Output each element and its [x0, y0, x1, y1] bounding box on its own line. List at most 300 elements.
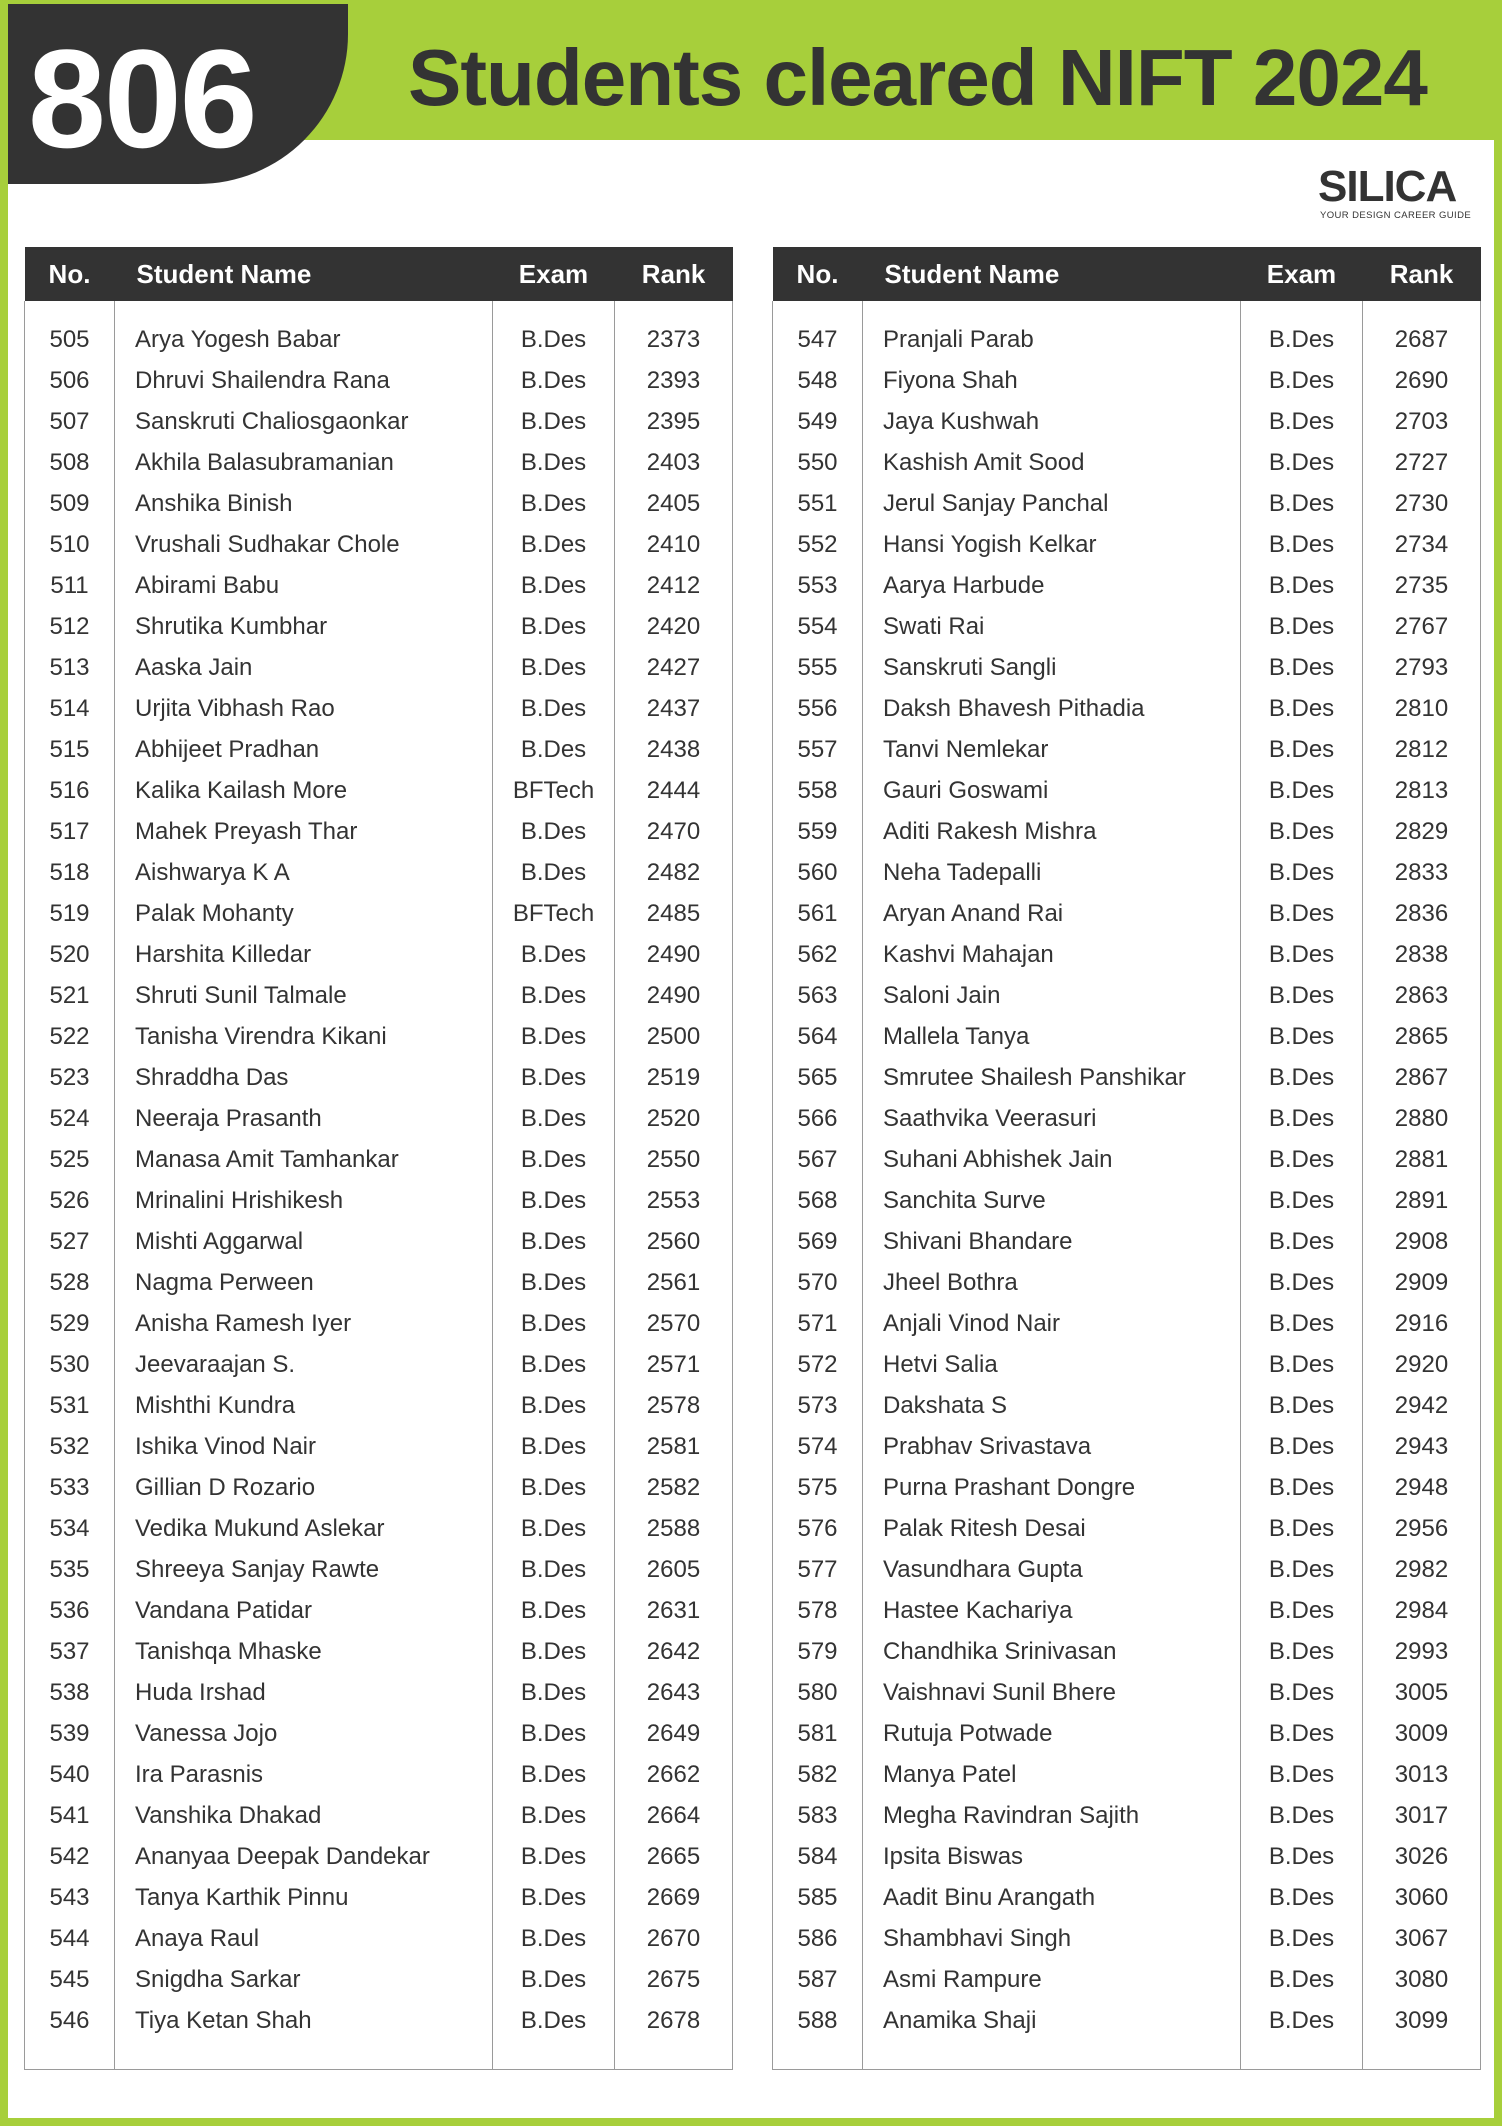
cell-exam: B.Des — [493, 1877, 615, 1918]
cell-no: 513 — [25, 647, 115, 688]
table-row — [773, 1549, 1481, 1590]
cell-rank: 2916 — [1363, 1303, 1481, 1344]
cell-rank: 2867 — [1363, 1057, 1481, 1098]
cell-no: 538 — [25, 1672, 115, 1713]
table-row — [773, 1508, 1481, 1549]
cell-student-name: Ira Parasnis — [115, 1754, 493, 1795]
cell-no: 528 — [25, 1262, 115, 1303]
cell-rank: 2500 — [615, 1016, 733, 1057]
cell-rank: 2727 — [1363, 442, 1481, 483]
cell-no: 575 — [773, 1467, 863, 1508]
column-header-no: No. — [25, 247, 115, 301]
cell-no: 576 — [773, 1508, 863, 1549]
cell-rank: 2560 — [615, 1221, 733, 1262]
cell-rank: 2642 — [615, 1631, 733, 1672]
cell-student-name: Jeevaraajan S. — [115, 1344, 493, 1385]
cell-student-name: Pranjali Parab — [863, 319, 1241, 360]
table-row — [773, 1344, 1481, 1385]
table-row — [773, 1918, 1481, 1959]
cell-exam: B.Des — [493, 1057, 615, 1098]
cell-no: 553 — [773, 565, 863, 606]
cell-no: 536 — [25, 1590, 115, 1631]
cell-student-name: Aadit Binu Arangath — [863, 1877, 1241, 1918]
cell-student-name: Huda Irshad — [115, 1672, 493, 1713]
cell-rank: 2664 — [615, 1795, 733, 1836]
column-header-name: Student Name — [115, 247, 493, 301]
table-row — [25, 1508, 733, 1549]
cell-no: 511 — [25, 565, 115, 606]
cell-student-name: Tanishqa Mhaske — [115, 1631, 493, 1672]
cell-rank: 2943 — [1363, 1426, 1481, 1467]
table-row — [773, 1385, 1481, 1426]
cell-student-name: Shruti Sunil Talmale — [115, 975, 493, 1016]
cell-student-name: Shreeya Sanjay Rawte — [115, 1549, 493, 1590]
table-row — [25, 1754, 733, 1795]
cell-no: 560 — [773, 852, 863, 893]
cell-no: 586 — [773, 1918, 863, 1959]
table-row — [25, 1057, 733, 1098]
cell-no: 519 — [25, 893, 115, 934]
cell-student-name: Aishwarya K A — [115, 852, 493, 893]
table-row — [25, 360, 733, 401]
table-row — [25, 1385, 733, 1426]
cell-exam: B.Des — [1241, 1754, 1363, 1795]
cell-rank: 2687 — [1363, 319, 1481, 360]
cell-no: 506 — [25, 360, 115, 401]
cell-rank: 2519 — [615, 1057, 733, 1098]
table-row — [25, 1590, 733, 1631]
cell-rank: 2553 — [615, 1180, 733, 1221]
cell-student-name: Snigdha Sarkar — [115, 1959, 493, 2000]
results-table-right — [772, 247, 1481, 2070]
cell-student-name: Vedika Mukund Aslekar — [115, 1508, 493, 1549]
cell-student-name: Vasundhara Gupta — [863, 1549, 1241, 1590]
cell-rank: 2581 — [615, 1426, 733, 1467]
cell-exam: B.Des — [1241, 565, 1363, 606]
cell-no: 584 — [773, 1836, 863, 1877]
cell-exam: B.Des — [1241, 1344, 1363, 1385]
cell-no: 561 — [773, 893, 863, 934]
cell-exam: B.Des — [493, 1754, 615, 1795]
cell-student-name: Tanvi Nemlekar — [863, 729, 1241, 770]
cell-rank: 2891 — [1363, 1180, 1481, 1221]
table-row — [773, 1795, 1481, 1836]
cell-no: 539 — [25, 1713, 115, 1754]
cell-no: 568 — [773, 1180, 863, 1221]
cell-exam: B.Des — [493, 1713, 615, 1754]
cell-no: 527 — [25, 1221, 115, 1262]
cell-no: 563 — [773, 975, 863, 1016]
table-row — [25, 1180, 733, 1221]
cell-exam: B.Des — [493, 1016, 615, 1057]
table-row — [25, 1959, 733, 2000]
cell-student-name: Ananyaa Deepak Dandekar — [115, 1836, 493, 1877]
table-row — [25, 1098, 733, 1139]
cell-no: 534 — [25, 1508, 115, 1549]
cell-exam: B.Des — [493, 483, 615, 524]
silica-logo — [1318, 164, 1478, 226]
table-row — [25, 647, 733, 688]
table-row — [25, 729, 733, 770]
cell-exam: B.Des — [493, 1795, 615, 1836]
table-row — [25, 1877, 733, 1918]
cell-student-name: Shraddha Das — [115, 1057, 493, 1098]
cell-student-name: Aditi Rakesh Mishra — [863, 811, 1241, 852]
cell-exam: B.Des — [493, 811, 615, 852]
cell-no: 564 — [773, 1016, 863, 1057]
cell-no: 583 — [773, 1795, 863, 1836]
cell-exam: B.Des — [493, 1836, 615, 1877]
cell-exam: BFTech — [493, 770, 615, 811]
cell-no: 587 — [773, 1959, 863, 2000]
cell-rank: 3060 — [1363, 1877, 1481, 1918]
cell-no: 571 — [773, 1303, 863, 1344]
cell-student-name: Shrutika Kumbhar — [115, 606, 493, 647]
spacer-cell — [1363, 301, 1481, 319]
cell-exam: B.Des — [493, 852, 615, 893]
cell-rank: 2813 — [1363, 770, 1481, 811]
cell-exam: B.Des — [1241, 1549, 1363, 1590]
cell-student-name: Tanya Karthik Pinnu — [115, 1877, 493, 1918]
cell-student-name: Mishti Aggarwal — [115, 1221, 493, 1262]
cell-student-name: Vanshika Dhakad — [115, 1795, 493, 1836]
cell-no: 559 — [773, 811, 863, 852]
cell-student-name: Mahek Preyash Thar — [115, 811, 493, 852]
cell-no: 523 — [25, 1057, 115, 1098]
cell-exam: B.Des — [1241, 319, 1363, 360]
table-row — [25, 1631, 733, 1672]
cell-exam: B.Des — [1241, 934, 1363, 975]
table-row — [25, 893, 733, 934]
cell-rank: 2956 — [1363, 1508, 1481, 1549]
cell-student-name: Urjita Vibhash Rao — [115, 688, 493, 729]
student-count: 806 — [28, 20, 256, 177]
cell-exam: B.Des — [493, 319, 615, 360]
cell-student-name: Gillian D Rozario — [115, 1467, 493, 1508]
cell-rank: 2662 — [615, 1754, 733, 1795]
cell-no: 517 — [25, 811, 115, 852]
cell-exam: BFTech — [493, 893, 615, 934]
cell-no: 514 — [25, 688, 115, 729]
table-row — [773, 770, 1481, 811]
cell-rank: 2767 — [1363, 606, 1481, 647]
spacer-cell — [773, 2041, 863, 2070]
table-row — [773, 1836, 1481, 1877]
table-row — [773, 606, 1481, 647]
cell-rank: 2520 — [615, 1098, 733, 1139]
cell-no: 509 — [25, 483, 115, 524]
cell-no: 542 — [25, 1836, 115, 1877]
cell-student-name: Chandhika Srinivasan — [863, 1631, 1241, 1672]
cell-no: 520 — [25, 934, 115, 975]
cell-exam: B.Des — [493, 934, 615, 975]
cell-rank: 2920 — [1363, 1344, 1481, 1385]
cell-no: 582 — [773, 1754, 863, 1795]
cell-rank: 2865 — [1363, 1016, 1481, 1057]
cell-rank: 2490 — [615, 975, 733, 1016]
table-row — [773, 893, 1481, 934]
cell-student-name: Mrinalini Hrishikesh — [115, 1180, 493, 1221]
cell-exam: B.Des — [493, 1344, 615, 1385]
cell-exam: B.Des — [1241, 483, 1363, 524]
cell-student-name: Vaishnavi Sunil Bhere — [863, 1672, 1241, 1713]
spacer-cell — [25, 301, 115, 319]
cell-exam: B.Des — [493, 1221, 615, 1262]
cell-no: 555 — [773, 647, 863, 688]
cell-rank: 2643 — [615, 1672, 733, 1713]
cell-student-name: Swati Rai — [863, 606, 1241, 647]
cell-no: 526 — [25, 1180, 115, 1221]
cell-student-name: Jaya Kushwah — [863, 401, 1241, 442]
cell-student-name: Anisha Ramesh Iyer — [115, 1303, 493, 1344]
cell-exam: B.Des — [493, 1959, 615, 2000]
table-row — [25, 2000, 733, 2041]
cell-no: 566 — [773, 1098, 863, 1139]
spacer-cell — [1363, 2041, 1481, 2070]
cell-student-name: Vandana Patidar — [115, 1590, 493, 1631]
table-row — [773, 1959, 1481, 2000]
table-row — [773, 2000, 1481, 2041]
cell-student-name: Hansi Yogish Kelkar — [863, 524, 1241, 565]
cell-rank: 2793 — [1363, 647, 1481, 688]
cell-rank: 2675 — [615, 1959, 733, 2000]
cell-rank: 2427 — [615, 647, 733, 688]
cell-student-name: Shivani Bhandare — [863, 1221, 1241, 1262]
cell-exam: B.Des — [493, 1139, 615, 1180]
cell-rank: 2373 — [615, 319, 733, 360]
table-row — [25, 770, 733, 811]
cell-rank: 2703 — [1363, 401, 1481, 442]
cell-student-name: Purna Prashant Dongre — [863, 1467, 1241, 1508]
cell-student-name: Manya Patel — [863, 1754, 1241, 1795]
table-row — [773, 688, 1481, 729]
cell-exam: B.Des — [1241, 1877, 1363, 1918]
cell-student-name: Smrutee Shailesh Panshikar — [863, 1057, 1241, 1098]
table-row — [773, 934, 1481, 975]
cell-rank: 2571 — [615, 1344, 733, 1385]
cell-no: 537 — [25, 1631, 115, 1672]
cell-no: 551 — [773, 483, 863, 524]
table-row — [25, 606, 733, 647]
column-header-exam: Exam — [1241, 247, 1363, 301]
cell-student-name: Dhruvi Shailendra Rana — [115, 360, 493, 401]
cell-student-name: Vanessa Jojo — [115, 1713, 493, 1754]
table-row — [25, 524, 733, 565]
cell-no: 554 — [773, 606, 863, 647]
cell-student-name: Manasa Amit Tamhankar — [115, 1139, 493, 1180]
table-row — [25, 1262, 733, 1303]
cell-no: 512 — [25, 606, 115, 647]
spacer-cell — [115, 2041, 493, 2070]
cell-exam: B.Des — [1241, 1262, 1363, 1303]
cell-exam: B.Des — [1241, 811, 1363, 852]
table-row — [773, 1180, 1481, 1221]
cell-rank: 2588 — [615, 1508, 733, 1549]
cell-exam: B.Des — [1241, 893, 1363, 934]
table-row — [25, 1221, 733, 1262]
cell-student-name: Anaya Raul — [115, 1918, 493, 1959]
cell-rank: 2908 — [1363, 1221, 1481, 1262]
cell-no: 518 — [25, 852, 115, 893]
cell-rank: 2881 — [1363, 1139, 1481, 1180]
cell-exam: B.Des — [1241, 1959, 1363, 2000]
table-row — [25, 1713, 733, 1754]
cell-no: 541 — [25, 1795, 115, 1836]
cell-exam: B.Des — [1241, 1836, 1363, 1877]
cell-exam: B.Des — [493, 647, 615, 688]
logo-wordmark — [1318, 164, 1456, 210]
cell-rank: 2570 — [615, 1303, 733, 1344]
table-spacer — [773, 301, 1481, 319]
cell-student-name: Kashish Amit Sood — [863, 442, 1241, 483]
cell-rank: 2485 — [615, 893, 733, 934]
cell-exam: B.Des — [1241, 2000, 1363, 2041]
cell-exam: B.Des — [493, 688, 615, 729]
cell-exam: B.Des — [1241, 1672, 1363, 1713]
table-row — [773, 1672, 1481, 1713]
table-row — [773, 1713, 1481, 1754]
cell-student-name: Gauri Goswami — [863, 770, 1241, 811]
cell-student-name: Ipsita Biswas — [863, 1836, 1241, 1877]
cell-exam: B.Des — [1241, 1590, 1363, 1631]
table-row — [25, 934, 733, 975]
cell-student-name: Harshita Killedar — [115, 934, 493, 975]
table-row — [25, 688, 733, 729]
cell-student-name: Mallela Tanya — [863, 1016, 1241, 1057]
cell-student-name: Neeraja Prasanth — [115, 1098, 493, 1139]
table-row — [25, 1016, 733, 1057]
cell-exam: B.Des — [493, 1508, 615, 1549]
cell-no: 579 — [773, 1631, 863, 1672]
cell-exam: B.Des — [1241, 1098, 1363, 1139]
cell-exam: B.Des — [493, 1098, 615, 1139]
cell-no: 573 — [773, 1385, 863, 1426]
cell-no: 532 — [25, 1426, 115, 1467]
cell-student-name: Saathvika Veerasuri — [863, 1098, 1241, 1139]
cell-no: 540 — [25, 1754, 115, 1795]
table-row — [25, 483, 733, 524]
cell-exam: B.Des — [493, 606, 615, 647]
table-row — [25, 401, 733, 442]
results-table-left — [24, 247, 733, 2070]
cell-rank: 2982 — [1363, 1549, 1481, 1590]
cell-student-name: Akhila Balasubramanian — [115, 442, 493, 483]
cell-student-name: Saloni Jain — [863, 975, 1241, 1016]
cell-exam: B.Des — [493, 1918, 615, 1959]
table-row — [25, 1672, 733, 1713]
cell-student-name: Ishika Vinod Nair — [115, 1426, 493, 1467]
table-row — [773, 811, 1481, 852]
table-row — [773, 1016, 1481, 1057]
cell-no: 521 — [25, 975, 115, 1016]
table-row — [773, 565, 1481, 606]
cell-rank: 2403 — [615, 442, 733, 483]
cell-student-name: Shambhavi Singh — [863, 1918, 1241, 1959]
cell-rank: 2410 — [615, 524, 733, 565]
cell-exam: B.Des — [1241, 360, 1363, 401]
cell-no: 567 — [773, 1139, 863, 1180]
cell-rank: 2670 — [615, 1918, 733, 1959]
cell-student-name: Aarya Harbude — [863, 565, 1241, 606]
cell-rank: 2578 — [615, 1385, 733, 1426]
cell-exam: B.Des — [493, 1385, 615, 1426]
table-row — [25, 1467, 733, 1508]
cell-no: 570 — [773, 1262, 863, 1303]
table-row — [25, 1549, 733, 1590]
table-row — [773, 852, 1481, 893]
table-spacer — [25, 301, 733, 319]
cell-exam: B.Des — [1241, 1508, 1363, 1549]
cell-student-name: Hastee Kachariya — [863, 1590, 1241, 1631]
cell-student-name: Abhijeet Pradhan — [115, 729, 493, 770]
cell-rank: 2993 — [1363, 1631, 1481, 1672]
table-row — [25, 811, 733, 852]
logo-wordmark-text: SILICA — [1318, 162, 1457, 211]
cell-student-name: Anjali Vinod Nair — [863, 1303, 1241, 1344]
cell-rank: 2605 — [615, 1549, 733, 1590]
cell-no: 552 — [773, 524, 863, 565]
cell-rank: 2649 — [615, 1713, 733, 1754]
table-row — [773, 360, 1481, 401]
cell-rank: 2829 — [1363, 811, 1481, 852]
cell-no: 549 — [773, 401, 863, 442]
cell-no: 578 — [773, 1590, 863, 1631]
cell-rank: 2550 — [615, 1139, 733, 1180]
cell-rank: 2393 — [615, 360, 733, 401]
cell-rank: 3017 — [1363, 1795, 1481, 1836]
page-title: Students cleared NIFT 2024 — [408, 33, 1427, 122]
cell-exam: B.Des — [493, 1262, 615, 1303]
cell-exam: B.Des — [1241, 729, 1363, 770]
spacer-cell — [493, 301, 615, 319]
table-row — [25, 975, 733, 1016]
cell-exam: B.Des — [493, 729, 615, 770]
cell-rank: 2444 — [615, 770, 733, 811]
cell-exam: B.Des — [1241, 401, 1363, 442]
cell-rank: 2863 — [1363, 975, 1481, 1016]
table-row — [773, 1262, 1481, 1303]
cell-no: 505 — [25, 319, 115, 360]
cell-no: 546 — [25, 2000, 115, 2041]
cell-student-name: Sanskruti Chaliosgaonkar — [115, 401, 493, 442]
table-row — [25, 1344, 733, 1385]
cell-no: 531 — [25, 1385, 115, 1426]
cell-student-name: Arya Yogesh Babar — [115, 319, 493, 360]
cell-exam: B.Des — [493, 565, 615, 606]
cell-exam: B.Des — [1241, 852, 1363, 893]
cell-exam: B.Des — [1241, 524, 1363, 565]
spacer-cell — [1241, 2041, 1363, 2070]
cell-no: 524 — [25, 1098, 115, 1139]
cell-rank: 2470 — [615, 811, 733, 852]
cell-no: 544 — [25, 1918, 115, 1959]
cell-rank: 2810 — [1363, 688, 1481, 729]
table-row — [773, 1590, 1481, 1631]
cell-rank: 3080 — [1363, 1959, 1481, 2000]
cell-no: 533 — [25, 1467, 115, 1508]
cell-rank: 2833 — [1363, 852, 1481, 893]
cell-exam: B.Des — [1241, 770, 1363, 811]
cell-student-name: Jheel Bothra — [863, 1262, 1241, 1303]
cell-exam: B.Des — [1241, 442, 1363, 483]
cell-rank: 2838 — [1363, 934, 1481, 975]
cell-rank: 2836 — [1363, 893, 1481, 934]
cell-no: 508 — [25, 442, 115, 483]
cell-student-name: Nagma Perween — [115, 1262, 493, 1303]
cell-rank: 3026 — [1363, 1836, 1481, 1877]
cell-student-name: Suhani Abhishek Jain — [863, 1139, 1241, 1180]
table-row — [773, 1221, 1481, 1262]
